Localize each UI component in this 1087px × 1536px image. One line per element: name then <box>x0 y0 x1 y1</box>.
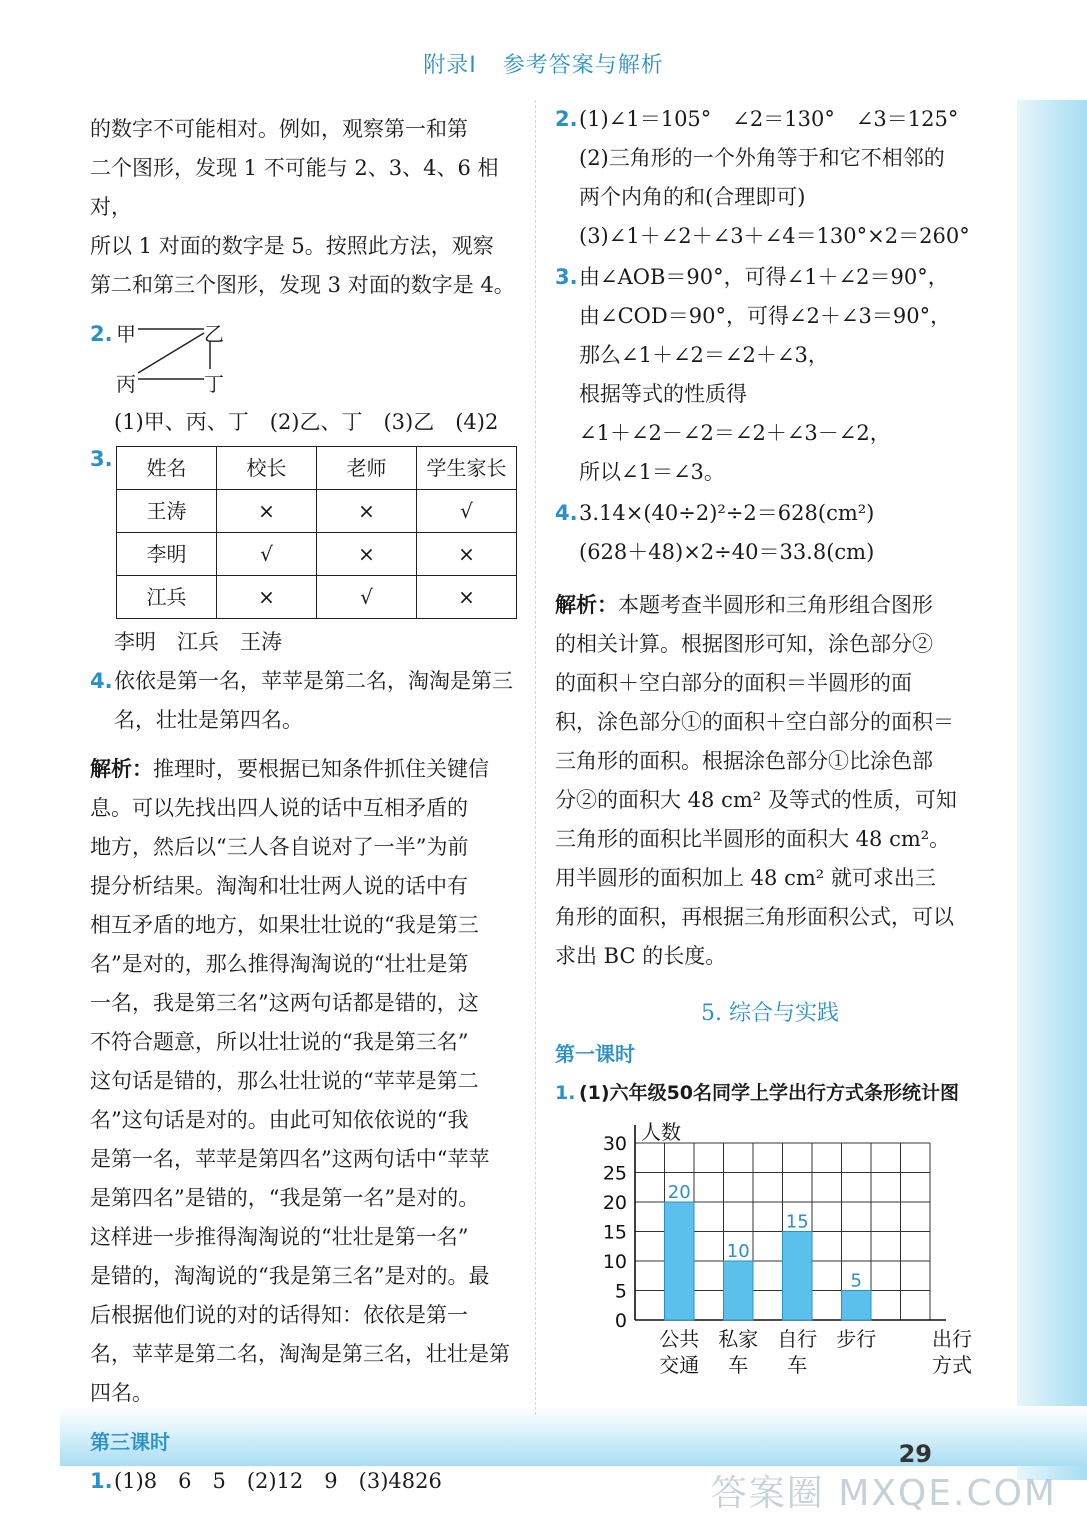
bar <box>842 1291 872 1321</box>
table-row <box>117 576 517 619</box>
category-label: 车 <box>787 1353 808 1377</box>
category-label: 交通 <box>659 1353 700 1377</box>
node-bing: 丙 <box>116 372 136 396</box>
analysis-line: 后根据他们说的对的话得知：依依是第一 <box>90 1303 468 1327</box>
node-ding: 丁 <box>204 372 224 396</box>
bar <box>783 1232 813 1321</box>
table-cell: 江兵 <box>117 576 217 619</box>
analysis-line: 名”是对的，那么推得淘淘说的“壮壮是第 <box>90 952 469 976</box>
r-q2-line: (3)∠1＋∠2＋∠3＋∠4＝130°×2＝260° <box>579 224 970 248</box>
lesson-three-number: 1. <box>90 1469 113 1493</box>
table-header-cell: 老师 <box>317 447 417 490</box>
table-cell: × <box>417 533 517 576</box>
watermark: 答案圈 MXQE.COM <box>710 1473 1057 1514</box>
x-axis-label: 方式 <box>932 1353 972 1377</box>
section-five <box>555 994 985 1113</box>
category-label: 车 <box>728 1353 749 1377</box>
table-cell: × <box>317 533 417 576</box>
r-analysis-line: 的相关计算。根据图形可知，涂色部分② <box>555 632 933 656</box>
analysis-line: 不符合题意，所以壮壮说的“我是第三名” <box>90 1030 469 1054</box>
r-analysis-line: 本题考查半圆形和三角形组合图形 <box>618 593 933 617</box>
analysis-line: 是第四名”是错的，“我是第一名”是对的。 <box>90 1186 480 1210</box>
bar-chart-svg <box>555 1113 985 1413</box>
category-label: 公共 <box>659 1327 700 1351</box>
q4-number: 4. <box>90 669 113 693</box>
page-number: 29 <box>898 1440 932 1468</box>
r-q2-number: 2. <box>555 107 578 131</box>
data-label: 15 <box>785 1211 809 1233</box>
y-tick-label: 5 <box>614 1280 627 1303</box>
r-q4-line: (628＋48)×2÷40＝33.8(cm) <box>579 540 875 564</box>
table-cell: × <box>217 490 317 533</box>
table-header-cell: 姓名 <box>117 447 217 490</box>
page-header <box>0 48 1087 79</box>
table-row <box>117 490 517 533</box>
bar <box>724 1261 754 1320</box>
r-analysis-line: 三角形的面积。根据涂色部分①比涂色部 <box>555 749 933 773</box>
bar-chart <box>555 1113 985 1413</box>
r-q1-number: 1. <box>555 1082 576 1104</box>
analysis-line: 四名。 <box>90 1381 153 1405</box>
intro-line: 所以 1 对面的数字是 5。按照此方法，观察 <box>90 234 494 258</box>
q2-number: 2. <box>90 322 113 346</box>
r-q3-line: ∠1＋∠2－∠2＝∠2＋∠3－∠2， <box>579 421 891 445</box>
y-tick-label: 25 <box>602 1162 627 1185</box>
analysis-line: 这样进一步推得淘淘说的“壮壮是第一名” <box>90 1225 469 1249</box>
r-q3-number: 3. <box>555 265 578 289</box>
category-label: 私家 <box>718 1327 759 1351</box>
r-analysis-line: 积，涂色部分①的面积＋空白部分的面积＝ <box>555 710 954 734</box>
table-cell: × <box>317 490 417 533</box>
right-question-3 <box>555 258 985 492</box>
analysis-line: 息。可以先找出四人说的话中互相矛盾的 <box>90 796 468 820</box>
right-analysis <box>555 586 985 976</box>
analysis-line: 地方，然后以“三人各自说对了一半”为前 <box>90 835 469 859</box>
y-tick-label: 10 <box>602 1251 627 1273</box>
r-analysis-line: 三角形的面积比半圆形的面积大 48 cm²。 <box>555 827 951 851</box>
y-tick-label: 15 <box>602 1221 627 1244</box>
table-row <box>117 533 517 576</box>
node-yi: 乙 <box>204 322 224 346</box>
r-analysis-line: 求出 BC 的长度。 <box>555 944 727 968</box>
table-cell: × <box>217 576 317 619</box>
r-q3-line: 由∠COD＝90°，可得∠2＋∠3＝90°， <box>579 304 952 328</box>
right-column <box>555 100 985 1413</box>
data-label: 20 <box>667 1182 691 1203</box>
r-q3-line: 那么∠1＋∠2＝∠2＋∠3， <box>579 343 829 367</box>
table-cell: √ <box>417 490 517 533</box>
relation-diagram <box>114 317 314 397</box>
y-axis-label: 人数 <box>641 1120 681 1144</box>
lesson-three <box>90 1423 520 1501</box>
r-q2-line: (2)三角形的一个外角等于和它不相邻的 <box>579 146 945 170</box>
data-label: 10 <box>726 1241 750 1262</box>
r-q2-line: 两个内角的和(合理即可) <box>579 185 806 209</box>
q4-line: 依依是第一名，苹苹是第二名，淘淘是第三 <box>114 669 513 693</box>
bar <box>665 1202 695 1320</box>
analysis-line: 名”这句话是对的。由此可知依依说的“我 <box>90 1108 469 1132</box>
analysis-label: 解析： <box>90 757 153 781</box>
r-analysis-line: 用半圆形的面积加上 48 cm² 就可求出三 <box>555 866 936 890</box>
lesson-one-title: 第一课时 <box>555 1042 635 1066</box>
analysis-line: 是第一名，苹苹是第四名”这两句话中“苹苹 <box>90 1147 490 1171</box>
x-axis-label: 出行 <box>932 1327 972 1351</box>
data-label: 5 <box>850 1270 862 1292</box>
table-header-cell: 校长 <box>217 447 317 490</box>
analysis-line: 这句话是错的，那么壮壮说的“苹苹是第二 <box>90 1069 479 1093</box>
node-jia: 甲 <box>116 322 136 346</box>
q2-answer: (1)甲、丙、丁 (2)乙、丁 (3)乙 (4)2 <box>114 410 499 434</box>
intro-line: 的数字不可能相对。例如，观察第一和第 <box>90 117 468 141</box>
q3-answer: 李明 江兵 王涛 <box>114 630 282 654</box>
y-tick-label: 30 <box>602 1133 627 1155</box>
q3-number: 3. <box>90 447 113 471</box>
question-3 <box>90 446 520 662</box>
intro-line: 第二和第三个图形，发现 3 对面的数字是 4。 <box>90 273 515 297</box>
r-analysis-line: 角形的面积，再根据三角形面积公式，可以 <box>555 905 954 929</box>
y-tick-label: 0 <box>614 1310 627 1332</box>
category-label: 步行 <box>836 1327 877 1351</box>
analysis-line: 相互矛盾的地方，如果壮壮说的“我是第三 <box>90 913 479 937</box>
question-4 <box>90 662 520 740</box>
r-q3-line: 根据等式的性质得 <box>579 382 747 406</box>
r-q4-number: 4. <box>555 501 578 525</box>
question-2 <box>90 317 520 442</box>
r-q4-line: 3.14×(40÷2)²÷2＝628(cm²) <box>579 501 875 525</box>
lesson-three-title: 第三课时 <box>90 1430 170 1454</box>
section-five-title: 5. 综合与实践 <box>701 1001 839 1026</box>
analysis-line: 一名，我是第三名”这两句话都是错的，这 <box>90 991 479 1015</box>
lesson-three-answer: (1)8 6 5 (2)12 9 (3)4826 <box>114 1469 442 1493</box>
table-header-cell: 学生家长 <box>417 447 517 490</box>
right-question-4 <box>555 494 985 572</box>
analysis-line: 提分析结果。淘淘和壮壮两人说的话中有 <box>90 874 468 898</box>
r-q3-line: 由∠AOB＝90°，可得∠1＋∠2＝90°， <box>579 265 949 289</box>
table-cell: 李明 <box>117 533 217 576</box>
intro-line: 二个图形，发现 1 不可能与 2、3、4、6 相对， <box>90 156 499 219</box>
analysis-line: 名，苹苹是第二名，淘淘是第三名，壮壮是第 <box>90 1342 510 1366</box>
r-q3-line: 所以∠1＝∠3。 <box>579 460 725 484</box>
r-analysis-label: 解析： <box>555 593 618 617</box>
r-q2-line: (1)∠1＝105° ∠2＝130° ∠3＝125° <box>579 107 959 131</box>
r-analysis-line: 分②的面积大 48 cm² 及等式的性质，可知 <box>555 788 957 812</box>
chart-title: (1)六年级50名同学上学出行方式条形统计图 <box>579 1082 960 1104</box>
left-column <box>90 110 520 1501</box>
category-label: 自行 <box>777 1327 818 1351</box>
table-header-row <box>117 447 517 490</box>
answer-table <box>116 446 517 619</box>
analysis-line: 是错的，淘淘说的“我是第三名”是对的。最 <box>90 1264 490 1288</box>
right-question-2 <box>555 100 985 256</box>
q4-line: 名，壮壮是第四名。 <box>114 708 303 732</box>
header-title: 参考答案与解析 <box>502 53 664 78</box>
column-divider <box>535 100 536 1415</box>
y-tick-label: 20 <box>602 1192 627 1214</box>
r-analysis-line: 的面积＋空白部分的面积＝半圆形的面 <box>555 671 912 695</box>
table-cell: √ <box>317 576 417 619</box>
table-cell: 王涛 <box>117 490 217 533</box>
analysis-line: 推理时，要根据已知条件抓住关键信 <box>153 757 489 781</box>
table-cell: × <box>417 576 517 619</box>
decorative-right-band <box>1017 100 1087 1480</box>
left-analysis <box>90 750 520 1413</box>
table-cell: √ <box>217 533 317 576</box>
header-appendix: 附录Ⅰ <box>423 53 477 78</box>
